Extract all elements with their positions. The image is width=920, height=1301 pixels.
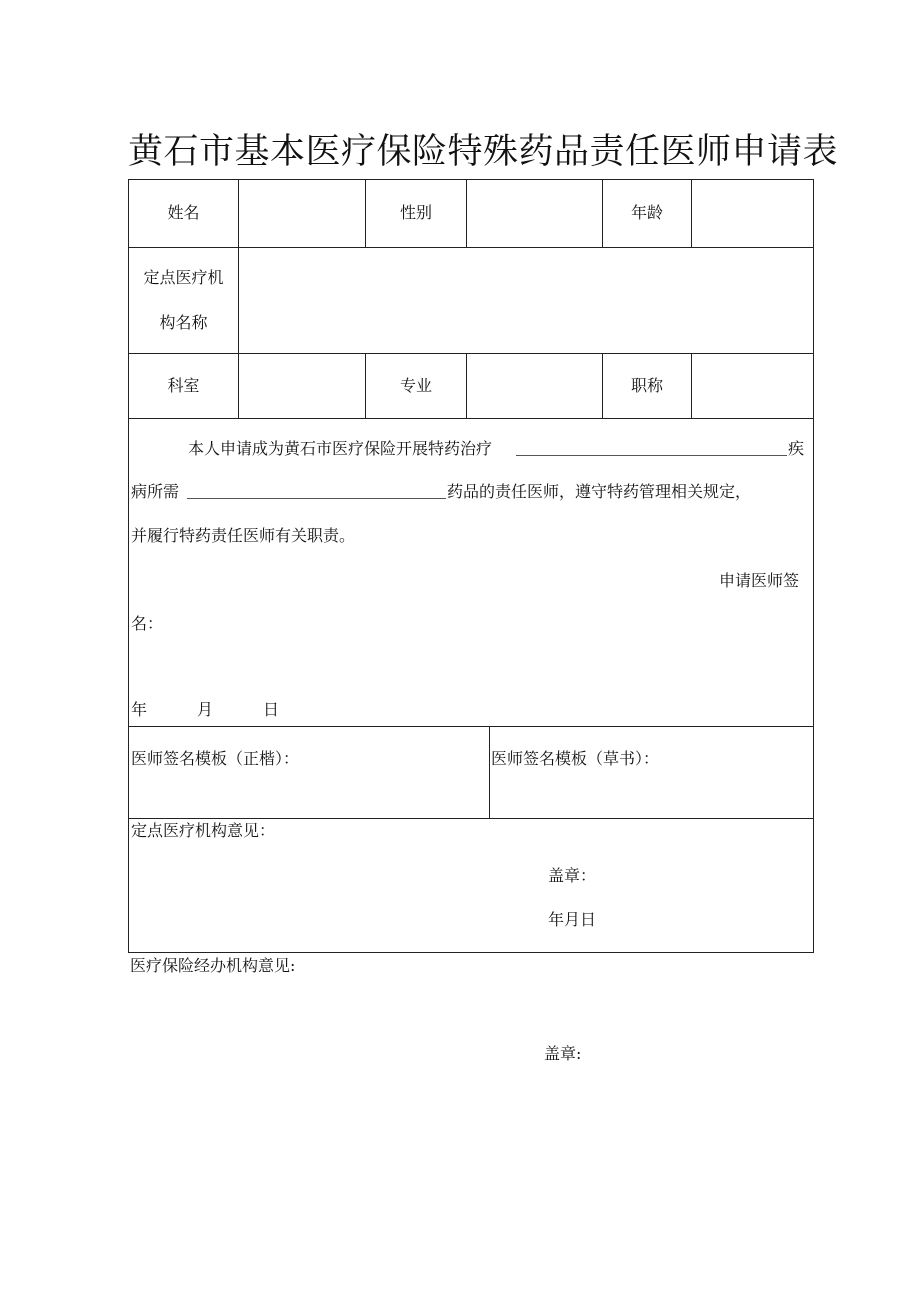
institution-name-field[interactable] [239,248,813,353]
row-divider [129,818,813,819]
row-divider [129,726,813,727]
drug-blank[interactable] [187,482,446,499]
institution-opinion-field[interactable] [130,842,813,952]
declaration-line2-prefix: 病所需 [131,482,180,501]
declaration-line1-suffix: 疾 [788,439,805,458]
institution-date-label: 年月日 [548,910,597,929]
declaration-line2-suffix: 药品的责任医师，遵守特药管理相关规定， [447,482,752,501]
institution-opinion-label: 定点医疗机构意见： [131,821,276,840]
declaration-line3: 并履行特药责任医师有关职责。 [131,526,356,545]
age-label: 年龄 [630,203,663,222]
age-field[interactable] [692,181,813,246]
institution-label-line2: 构名称 [159,313,208,332]
signature-template-cursive-field[interactable] [490,770,813,817]
application-form-table [128,179,814,953]
title-label: 职称 [630,376,663,395]
insurance-seal-label: 盖章: [544,1044,582,1063]
declaration-line1-prefix: 本人申请成为黄石市医疗保险开展特药治疗 [188,439,493,458]
name-field[interactable] [239,181,365,246]
professional-title-field[interactable] [692,354,813,418]
institution-label-line1: 定点医疗机 [143,268,224,287]
insurance-opinion-label: 医疗保险经办机构意见: [130,956,296,975]
gender-label: 性别 [399,203,432,222]
department-label: 科室 [167,376,200,395]
name-label: 姓名 [167,203,200,222]
applicant-signature-field[interactable] [169,610,769,650]
disease-blank[interactable] [516,439,787,456]
signature-template-regular-field[interactable] [130,770,488,817]
specialty-label: 专业 [399,376,432,395]
signature-template-regular-label: 医师签名模板（正楷）： [131,749,300,768]
date-year-label: 年 [131,700,148,719]
specialty-field[interactable] [467,354,602,418]
institution-seal-label: 盖章： [548,866,597,885]
signature-template-cursive-label: 医师签名模板（草书）： [491,749,660,768]
applicant-sign-label-line2: 名： [131,614,164,633]
department-field[interactable] [239,354,365,418]
insurance-opinion-field[interactable] [130,980,814,1040]
gender-field[interactable] [467,181,602,246]
form-title: 黄石市基本医疗保险特殊药品责任医师申请表 [128,132,839,172]
row-divider [129,418,813,419]
date-day-label: 日 [263,700,280,719]
date-month-label: 月 [197,700,214,719]
applicant-sign-label-line1: 申请医师签 [719,571,800,590]
